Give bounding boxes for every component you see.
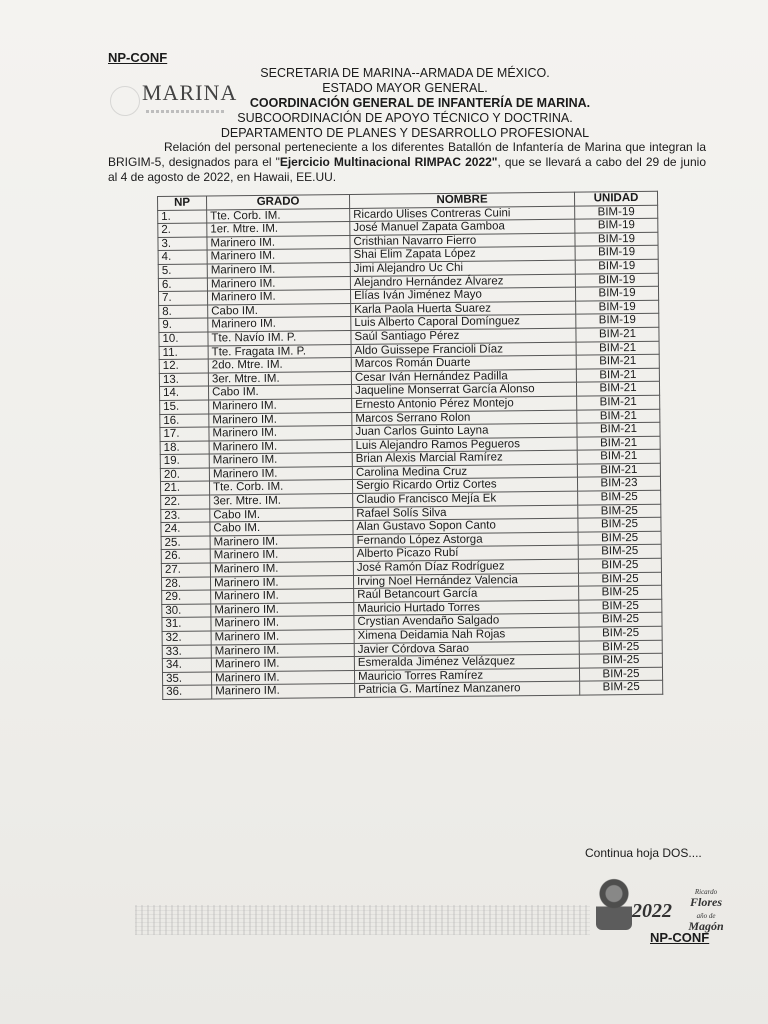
row-unidad-cell: BIM-19	[576, 300, 659, 314]
row-unidad-cell: BIM-25	[578, 517, 661, 531]
row-nombre-cell: Marcos Román Duarte	[351, 355, 576, 371]
row-grado-cell: Marinero IM.	[212, 684, 355, 699]
personnel-table	[157, 191, 663, 700]
row-grado-cell: Marinero IM.	[209, 412, 352, 427]
row-grado-cell: Cabo IM.	[208, 385, 351, 400]
row-np-cell: 35.	[162, 672, 211, 686]
row-nombre-cell: José Ramón Díaz Rodríguez	[353, 559, 578, 575]
flores-magon-portrait-icon	[596, 878, 632, 930]
row-np-cell: 8.	[159, 305, 208, 319]
row-np-cell: 26.	[161, 549, 210, 563]
row-nombre-cell: Saúl Santiago Pérez	[351, 328, 576, 344]
logo-magon: Magón	[688, 919, 724, 933]
row-np-cell: 20.	[160, 468, 209, 482]
row-grado-cell: Tte. Fragata IM. P.	[208, 344, 351, 359]
row-grado-cell: Marinero IM.	[209, 466, 352, 481]
intro-text-2: , que se llevará a cabo del 29 de junio al 4 de agosto de 2022, en Hawaii, EE.UU.	[108, 155, 706, 184]
row-nombre-cell: Mauricio Hurtado Torres	[354, 600, 579, 616]
row-np-cell: 23.	[161, 509, 210, 523]
row-unidad-cell: BIM-25	[579, 640, 662, 654]
row-grado-cell: Marinero IM.	[210, 561, 353, 576]
row-grado-cell: Marinero IM.	[211, 602, 354, 617]
row-nombre-cell: Carolina Medina Cruz	[352, 464, 577, 480]
column-header-unidad: UNIDAD	[574, 191, 657, 205]
row-nombre-cell: Alberto Picazo Rubí	[353, 546, 578, 562]
row-np-cell: 5.	[158, 264, 207, 278]
row-unidad-cell: BIM-25	[578, 531, 661, 545]
row-unidad-cell: BIM-21	[576, 368, 659, 382]
row-unidad-cell: BIM-21	[577, 463, 660, 477]
row-unidad-cell: BIM-25	[578, 558, 661, 572]
row-unidad-cell: BIM-25	[578, 504, 661, 518]
row-nombre-cell: Cesar Iván Hernández Padilla	[351, 369, 576, 385]
header-line-1: SECRETARIA DE MARINA--ARMADA DE MÉXICO.	[260, 66, 550, 80]
row-unidad-cell: BIM-21	[576, 382, 659, 396]
row-np-cell: 34.	[162, 658, 211, 672]
row-unidad-cell: BIM-19	[575, 259, 658, 273]
row-np-cell: 9.	[159, 318, 208, 332]
row-unidad-cell: BIM-21	[577, 422, 660, 436]
row-nombre-cell: Shai Elim Zapata López	[350, 247, 575, 263]
flores-magon-logo	[680, 888, 732, 932]
row-np-cell: 24.	[161, 522, 210, 536]
row-grado-cell: Marinero IM.	[211, 657, 354, 672]
row-nombre-cell: Mauricio Torres Ramírez	[354, 668, 579, 684]
row-unidad-cell: BIM-25	[580, 681, 663, 695]
row-nombre-cell: Sergio Ricardo Ortiz Cortes	[352, 478, 577, 494]
header-line-2: ESTADO MAYOR GENERAL.	[322, 81, 488, 95]
row-grado-cell: Marinero IM.	[210, 534, 353, 549]
row-unidad-cell: BIM-19	[575, 246, 658, 260]
row-unidad-cell: BIM-21	[576, 341, 659, 355]
row-grado-cell: Cabo IM.	[210, 521, 353, 536]
continuation-note: Continua hoja DOS....	[585, 846, 702, 860]
classification-label-bottom: NP-CONF	[650, 930, 710, 945]
column-header-grado: GRADO	[207, 194, 350, 209]
row-grado-cell: 3er. Mtre. IM.	[210, 494, 353, 509]
row-grado-cell: Cabo IM.	[208, 303, 351, 318]
row-np-cell: 29.	[162, 590, 211, 604]
row-unidad-cell: BIM-19	[576, 314, 659, 328]
row-unidad-cell: BIM-19	[575, 218, 658, 232]
row-np-cell: 28.	[161, 577, 210, 591]
row-unidad-cell: BIM-21	[577, 395, 660, 409]
row-np-cell: 3.	[158, 237, 207, 251]
logo-tagline: año de	[696, 912, 716, 920]
row-nombre-cell: Crystian Avendaño Salgado	[354, 614, 579, 630]
header-line-4: SUBCOORDINACIÓN DE APOYO TÉCNICO Y DOCTRINA.	[237, 111, 573, 125]
row-unidad-cell: BIM-21	[577, 450, 660, 464]
row-nombre-cell: Brian Alexis Marcial Ramírez	[352, 450, 577, 466]
decorative-footer-band	[135, 905, 590, 935]
row-np-cell: 16.	[160, 413, 209, 427]
row-nombre-cell: Ernesto Antonio Pérez Montejo	[352, 396, 577, 412]
document-header	[200, 66, 610, 141]
row-unidad-cell: BIM-25	[578, 572, 661, 586]
row-np-cell: 31.	[162, 617, 211, 631]
row-np-cell: 6.	[158, 278, 207, 292]
row-nombre-cell: Luis Alberto Caporal Domínguez	[351, 314, 576, 330]
row-grado-cell: Tte. Corb. IM.	[207, 208, 350, 223]
row-np-cell: 15.	[160, 400, 209, 414]
logo-flores: Flores	[689, 895, 722, 909]
row-grado-cell: Marinero IM.	[207, 262, 350, 277]
row-nombre-cell: Ximena Deidamia Nah Rojas	[354, 627, 579, 643]
row-np-cell: 25.	[161, 536, 210, 550]
row-nombre-cell: Marcos Serrano Rolon	[352, 410, 577, 426]
row-grado-cell: Marinero IM.	[211, 589, 354, 604]
column-header-nombre: NOMBRE	[349, 192, 574, 208]
row-unidad-cell: BIM-21	[576, 354, 659, 368]
logo-wordmark: MARINA	[142, 80, 238, 105]
row-unidad-cell: BIM-25	[578, 490, 661, 504]
row-nombre-cell: Patricia G. Martínez Manzanero	[355, 681, 580, 697]
row-nombre-cell: Karla Paola Huerta Suarez	[351, 301, 576, 317]
row-grado-cell: Marinero IM.	[208, 317, 351, 332]
row-unidad-cell: BIM-25	[578, 545, 661, 559]
logo-ricardo: Ricardo	[694, 888, 718, 896]
row-nombre-cell: Juan Carlos Guinto Layna	[352, 423, 577, 439]
row-grado-cell: Marinero IM.	[209, 453, 352, 468]
intro-text-1: Relación del personal perteneciente a los diferentes Batallón de Infantería de Marina que integran la BRIGIM-5, designados para el "	[108, 140, 706, 169]
row-nombre-cell: Jaqueline Monserrat García Alonso	[351, 382, 576, 398]
row-np-cell: 27.	[161, 563, 210, 577]
row-np-cell: 13.	[159, 373, 208, 387]
row-grado-cell: Cabo IM.	[210, 507, 353, 522]
row-grado-cell: 2do. Mtre. IM.	[208, 358, 351, 373]
row-grado-cell: Marinero IM.	[209, 426, 352, 441]
row-nombre-cell: Ricardo Ulises Contreras Cuini	[350, 206, 575, 222]
row-unidad-cell: BIM-25	[579, 653, 662, 667]
row-grado-cell: 1er. Mtre. IM.	[207, 222, 350, 237]
row-unidad-cell: BIM-19	[575, 232, 658, 246]
row-unidad-cell: BIM-25	[579, 585, 662, 599]
row-grado-cell: Marinero IM.	[211, 643, 354, 658]
header-line-3: COORDINACIÓN GENERAL DE INFANTERÍA DE MARINA.	[249, 96, 591, 110]
row-grado-cell: Marinero IM.	[207, 249, 350, 264]
row-grado-cell: Tte. Corb. IM.	[209, 480, 352, 495]
classification-label-top: NP-CONF	[108, 50, 168, 65]
row-np-cell: 22.	[161, 495, 210, 509]
row-grado-cell: Marinero IM.	[211, 670, 354, 685]
row-nombre-cell: José Manuel Zapata Gamboa	[350, 219, 575, 235]
row-unidad-cell: BIM-25	[579, 613, 662, 627]
row-np-cell: 14.	[159, 386, 208, 400]
row-np-cell: 12.	[159, 359, 208, 373]
row-np-cell: 1.	[158, 210, 207, 224]
row-grado-cell: 3er. Mtre. IM.	[208, 371, 351, 386]
row-nombre-cell: Fernando López Astorga	[353, 532, 578, 548]
row-np-cell: 10.	[159, 332, 208, 346]
row-nombre-cell: Rafael Solís Silva	[353, 505, 578, 521]
row-np-cell: 32.	[162, 631, 211, 645]
row-grado-cell: Marinero IM.	[207, 290, 350, 305]
row-nombre-cell: Luis Alejandro Ramos Pegueros	[352, 437, 577, 453]
row-np-cell: 4.	[158, 250, 207, 264]
row-np-cell: 36.	[163, 685, 212, 699]
row-nombre-cell: Alejandro Hernández Álvarez	[350, 274, 575, 290]
row-unidad-cell: BIM-25	[579, 599, 662, 613]
row-unidad-cell: BIM-19	[575, 205, 658, 219]
anchor-emblem-icon	[110, 86, 140, 116]
row-np-cell: 2.	[158, 223, 207, 237]
row-nombre-cell: Claudio Francisco Mejía Ek	[353, 491, 578, 507]
row-unidad-cell: BIM-19	[575, 286, 658, 300]
row-unidad-cell: BIM-21	[577, 436, 660, 450]
year-logo-number: 2022	[632, 900, 672, 922]
row-grado-cell: Marinero IM.	[209, 398, 352, 413]
row-nombre-cell: Cristhian Navarro Fierro	[350, 233, 575, 249]
row-nombre-cell: Aldo Guissepe Francioli Díaz	[351, 342, 576, 358]
row-np-cell: 19.	[160, 454, 209, 468]
table-body	[158, 205, 663, 700]
row-nombre-cell: Jimi Alejandro Uc Chi	[350, 260, 575, 276]
row-np-cell: 18.	[160, 441, 209, 455]
row-np-cell: 17.	[160, 427, 209, 441]
row-np-cell: 30.	[162, 604, 211, 618]
row-grado-cell: Marinero IM.	[210, 575, 353, 590]
row-unidad-cell: BIM-21	[576, 327, 659, 341]
row-np-cell: 7.	[159, 291, 208, 305]
row-nombre-cell: Raúl Betancourt García	[354, 586, 579, 602]
intro-exercise-name: Ejercicio Multinacional RIMPAC 2022"	[279, 155, 498, 169]
row-unidad-cell: BIM-23	[577, 477, 660, 491]
row-nombre-cell: Irving Noel Hernández Valencia	[353, 573, 578, 589]
row-grado-cell: Marinero IM.	[211, 616, 354, 631]
header-line-5: DEPARTAMENTO DE PLANES Y DESARROLLO PROFESIONAL	[220, 126, 590, 140]
row-unidad-cell: BIM-25	[579, 667, 662, 681]
row-grado-cell: Marinero IM.	[207, 276, 350, 291]
intro-paragraph	[108, 140, 706, 185]
row-nombre-cell: Alan Gustavo Sopon Canto	[353, 518, 578, 534]
row-unidad-cell: BIM-19	[575, 273, 658, 287]
column-header-np: NP	[158, 196, 207, 210]
row-np-cell: 11.	[159, 346, 208, 360]
row-nombre-cell: Elías Iván Jiménez Mayo	[350, 287, 575, 303]
row-grado-cell: Marinero IM.	[209, 439, 352, 454]
row-grado-cell: Marinero IM.	[210, 548, 353, 563]
row-grado-cell: Tte. Navío IM. P.	[208, 330, 351, 345]
row-nombre-cell: Javier Córdova Sarao	[354, 641, 579, 657]
row-unidad-cell: BIM-25	[579, 626, 662, 640]
row-grado-cell: Marinero IM.	[207, 235, 350, 250]
row-nombre-cell: Esmeralda Jiménez Velázquez	[354, 654, 579, 670]
row-unidad-cell: BIM-21	[577, 409, 660, 423]
row-np-cell: 21.	[160, 481, 209, 495]
row-np-cell: 33.	[162, 645, 211, 659]
row-grado-cell: Marinero IM.	[211, 629, 354, 644]
